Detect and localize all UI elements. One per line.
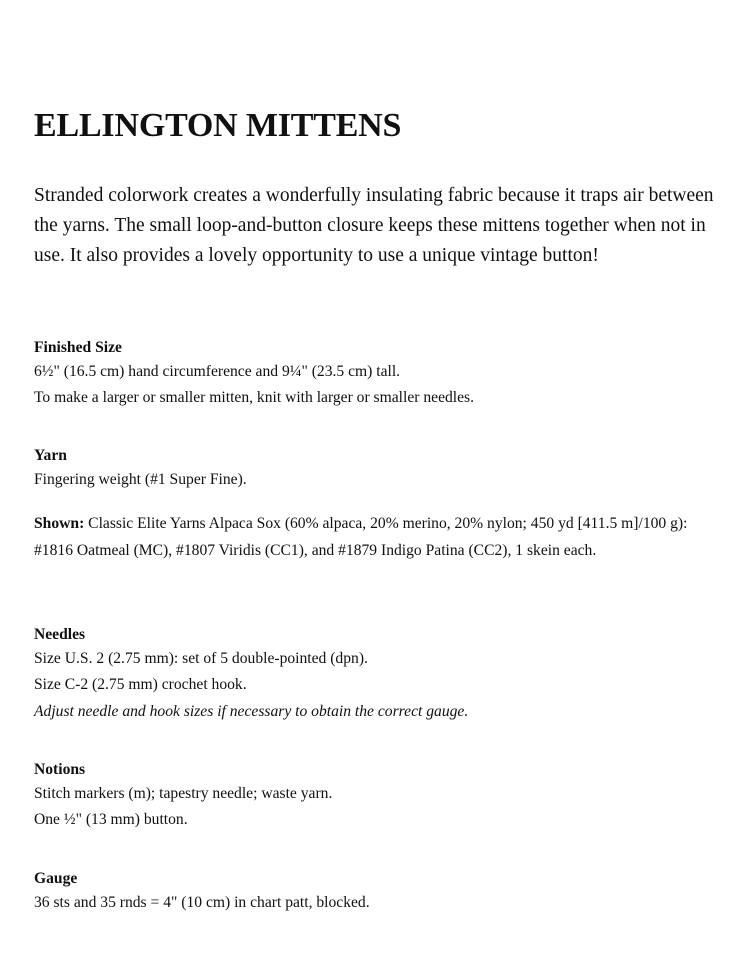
yarn-line: Fingering weight (#1 Super Fine). <box>34 471 247 488</box>
notions-heading: Notions <box>34 761 86 778</box>
notions-line: Stitch markers (m); tapestry needle; waste yarn. <box>34 785 333 802</box>
yarn-shown-label: Shown: <box>34 515 85 532</box>
notions-line: One ½" (13 mm) button. <box>34 811 188 828</box>
needles-line: Size U.S. 2 (2.75 mm): set of 5 double-pointed (dpn). <box>34 650 368 667</box>
finished-size-line: To make a larger or smaller mitten, knit with larger or smaller needles. <box>34 389 475 406</box>
yarn-shown-paragraph <box>34 510 724 564</box>
finished-size-line: 6½" (16.5 cm) hand circumference and 9¼" (23.5 cm) tall. <box>34 363 401 380</box>
finished-size-heading: Finished Size <box>34 339 122 356</box>
needles-heading: Needles <box>34 626 86 643</box>
gauge-heading: Gauge <box>34 870 78 887</box>
gauge-line: 36 sts and 35 rnds = 4" (10 cm) in chart patt, blocked. <box>34 894 370 911</box>
finished-size-section <box>34 336 724 411</box>
intro-paragraph: Stranded colorwork creates a wonderfully insulating fabric because it traps air between the yarns. The small loop-and-button closure keeps these mittens together when not in use. It also provides a lovely opportunity to use a unique vintage button! <box>34 185 714 267</box>
needles-section <box>34 623 724 725</box>
needles-note: Adjust needle and hook sizes if necessary to obtain the correct gauge. <box>34 703 469 720</box>
page-title: ELLINGTON MITTENS <box>34 107 402 144</box>
notions-section <box>34 758 724 833</box>
gauge-section <box>34 867 724 915</box>
yarn-section <box>34 444 724 492</box>
yarn-shown-text: Classic Elite Yarns Alpaca Sox (60% alpaca, 20% merino, 20% nylon; 450 yd [411.5 m]/100 g): #1816 Oatmeal (MC), #1807 Viridis (CC1), and #1879 Indigo Patina (CC2), 1 skein each. <box>34 515 688 559</box>
needles-line: Size C-2 (2.75 mm) crochet hook. <box>34 676 247 693</box>
yarn-heading: Yarn <box>34 447 67 464</box>
